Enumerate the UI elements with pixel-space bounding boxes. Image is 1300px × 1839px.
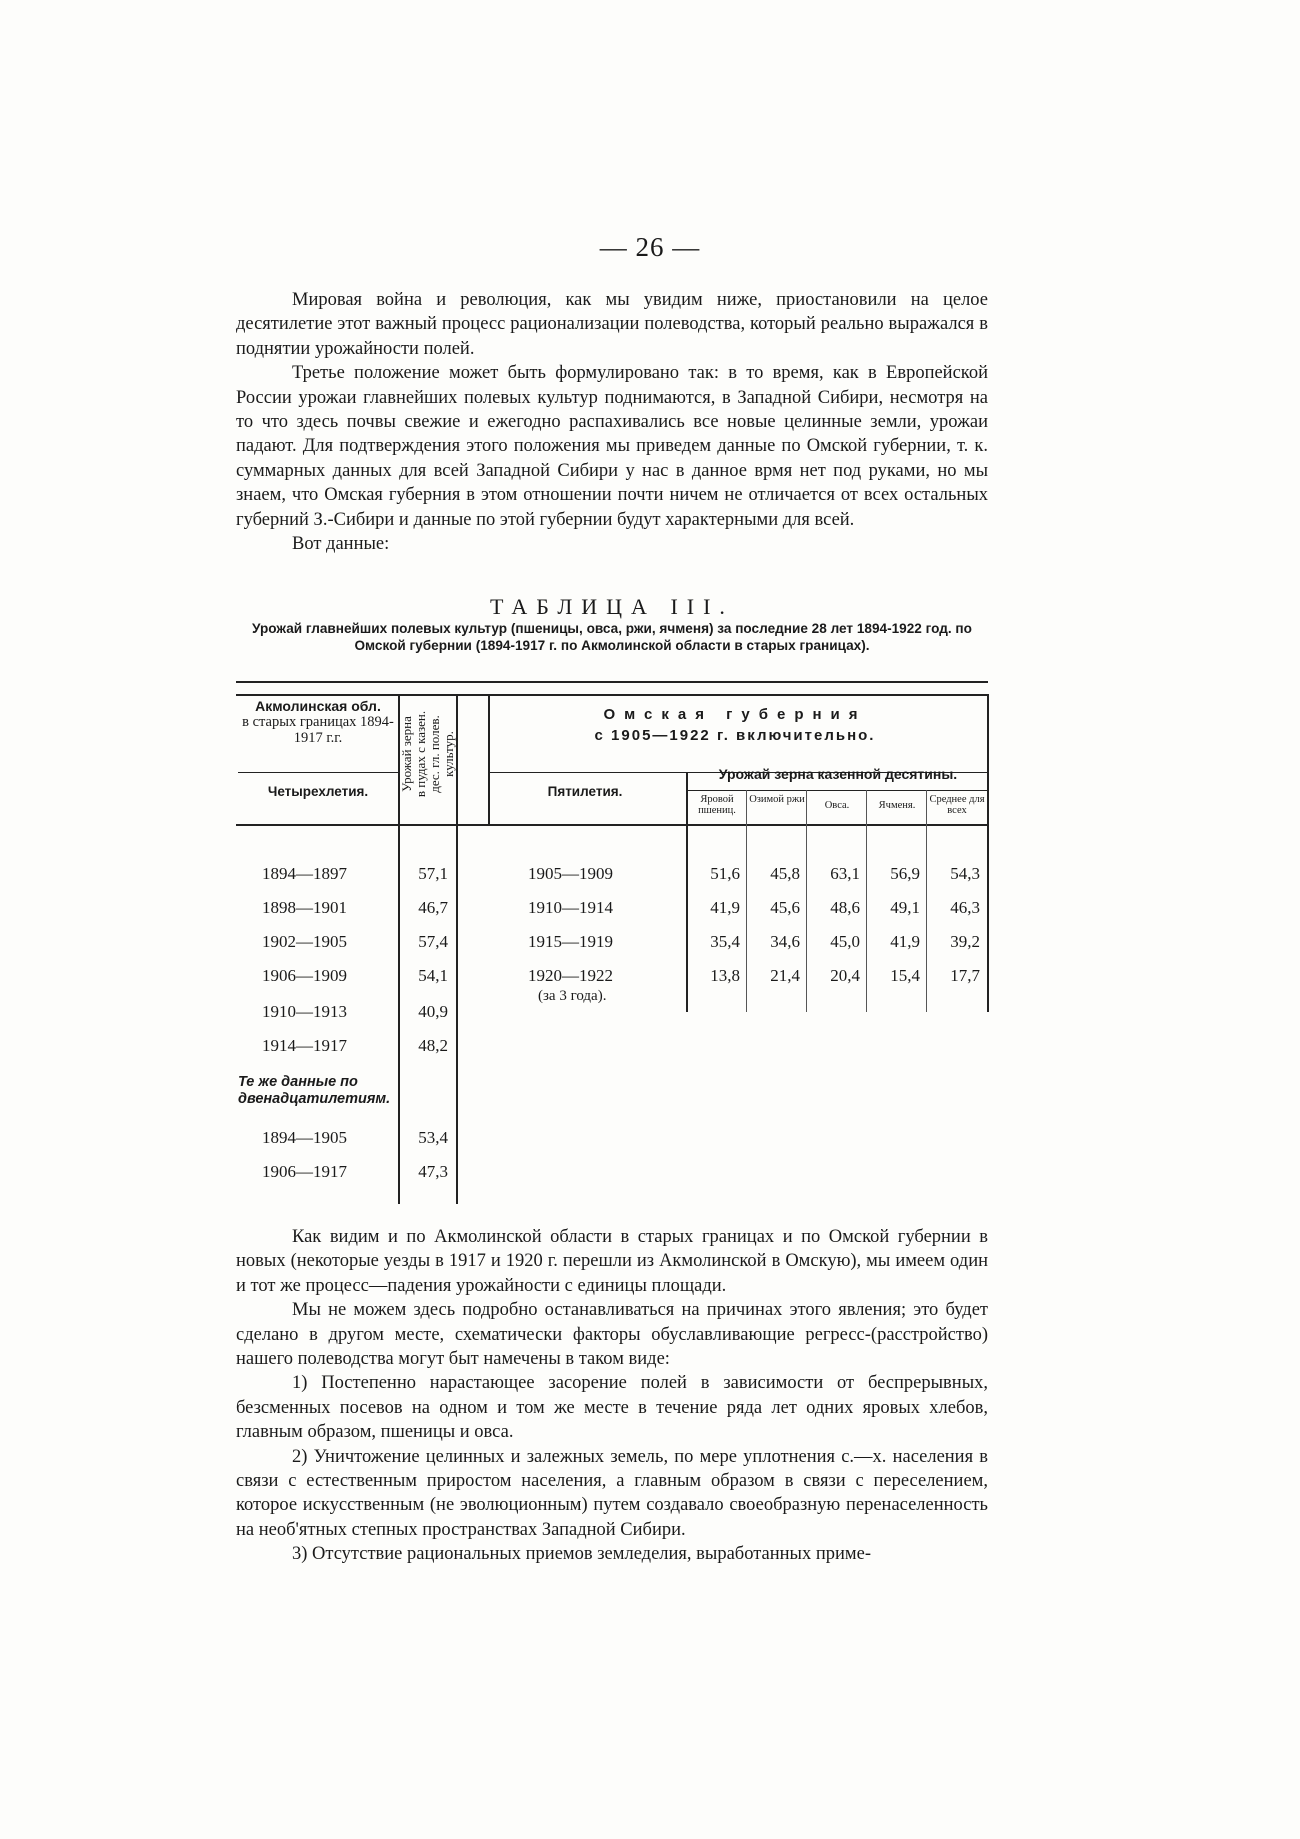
- paragraph: Третье положение может быть формулировано так: в то время, как в Европейской России урожаи главнейших полевых культур поднимаются, в Западной Сибири, несмотря на то что здесь почвы свежие и ежегодно распахивались все новые целинные земли, урожаи падают. Для подтверждения этого положения мы приведем данные по Омской губернии, т. к. суммарных данных для всей Западной Сибири у нас в данное врмя нет под руками, но мы знаем, что Омская губерния в этом отношении почти ничем не отличается от всех остальных губерний З.-Сибири и данные по этой губернии будут характерными для всей.: [236, 363, 988, 530]
- paragraph: 3) Отсутствие рациональных приемов земледелия, выработанных приме-: [292, 1544, 871, 1565]
- left-value: 47,3: [418, 1162, 448, 1181]
- oats-value: 45,0: [830, 932, 860, 951]
- left-column-header: Акмолинская обл. в старых границах 1894-1917 г.г.: [242, 698, 394, 746]
- omsk-header: Омская губерния с 1905—1922 г. включительно.: [594, 706, 876, 744]
- table-caption: Урожай главнейших полевых культур (пшеницы, овса, ржи, ячменя) за последние 28 лет 1894-1922 год. по Омской губернии (1894-1917 г. по Акмолинской области в старых границах).: [252, 621, 972, 653]
- col-divider: [746, 790, 747, 1012]
- left-period: 1906—1909: [262, 966, 347, 985]
- left-period: 1910—1913: [262, 1002, 347, 1021]
- twelve-year-subheader: Те же данные по двенадцатилетиям.: [238, 1074, 391, 1107]
- subheader-wheat: Яровой пшениц.: [698, 794, 736, 816]
- conclusion-text: [236, 1225, 988, 1567]
- right-period: 1915—1919: [528, 932, 613, 951]
- left-period: 1894—1897: [262, 864, 347, 883]
- col-divider: [806, 790, 807, 1012]
- paragraph: Мы не можем здесь подробно останавливаться на причинах этого явления; это будет сделано в другом месте, схематически факторы обуславливающие регресс-(расстройство) нашего полеводства могут быт намечены в таком виде:: [236, 1300, 988, 1370]
- right-period-note: (за 3 года).: [538, 988, 607, 1004]
- left-value: 54,1: [418, 966, 448, 985]
- right-period: 1920—1922: [528, 966, 613, 985]
- table-body-rule: [236, 824, 988, 826]
- average-value: 46,3: [950, 898, 980, 917]
- average-value: 54,3: [950, 864, 980, 883]
- paragraph: Вот данные:: [292, 534, 390, 555]
- oats-value: 48,6: [830, 898, 860, 917]
- intro-text: [236, 288, 988, 556]
- right-period: 1910—1914: [528, 898, 613, 917]
- wheat-value: 35,4: [710, 932, 740, 951]
- paragraph: 2) Уничтожение целинных и залежных земель, по мере уплотнения с.—х. населения в связи с естественным приростом населения, а главным образом в связи с переселением, которое искусственным (не эволюционным) путем создавало своеобразную перенаселенность на необ'ятных степных пространствах Западной Сибири.: [236, 1446, 988, 1540]
- table-mid-rule-left: [238, 772, 398, 773]
- left-period: 1902—1905: [262, 932, 347, 951]
- left-value: 40,9: [418, 1002, 448, 1021]
- average-value: 39,2: [950, 932, 980, 951]
- wheat-value: 51,6: [710, 864, 740, 883]
- left-period: 1894—1905: [262, 1128, 347, 1147]
- barley-value: 56,9: [890, 864, 920, 883]
- paragraph: Мировая война и революция, как мы увидим ниже, приостановили на целое десятилетие этот важный процесс рационализации полеводства, который реально выражался в поднятии урожайности полей.: [236, 290, 988, 359]
- barley-value: 15,4: [890, 966, 920, 985]
- oats-value: 20,4: [830, 966, 860, 985]
- rye-value: 45,8: [770, 864, 800, 883]
- barley-value: 41,9: [890, 932, 920, 951]
- paragraph: Как видим и по Акмолинской области в старых границах и по Омской губернии в новых (некоторые уезды в 1917 и 1920 г. перешли из Акмолинской в Омскую), мы имеем один и тот же процесс—падения урожайности с единицы площади.: [236, 1227, 988, 1296]
- left-period: 1914—1917: [262, 1036, 347, 1055]
- rye-value: 45,6: [770, 898, 800, 917]
- yield-sub-rule: [688, 790, 988, 791]
- left-value: 53,4: [418, 1128, 448, 1147]
- crop-yield-header: Урожай зерна казенной десятины.: [718, 766, 958, 782]
- left-value: 57,1: [418, 864, 448, 883]
- rye-value: 34,6: [770, 932, 800, 951]
- table-top-rule: [236, 681, 988, 683]
- quarter-periods-header: Четырехлетия.: [267, 784, 369, 799]
- yield-per-desyatina-header: Урожай зерна в пудах с казен. дес. гл. полев. культур.: [399, 710, 456, 798]
- col-divider: [926, 790, 927, 1012]
- subheader-oats: Овса.: [824, 800, 850, 811]
- wheat-value: 13,8: [710, 966, 740, 985]
- wheat-value: 41,9: [710, 898, 740, 917]
- subheader-barley: Ячменя.: [878, 800, 916, 811]
- rye-value: 21,4: [770, 966, 800, 985]
- left-period: 1906—1917: [262, 1162, 347, 1181]
- oats-value: 63,1: [830, 864, 860, 883]
- left-period: 1898—1901: [262, 898, 347, 917]
- five-year-periods-header: Пятилетия.: [547, 784, 623, 799]
- table-header-rule: [236, 694, 988, 696]
- left-value: 46,7: [418, 898, 448, 917]
- left-value: 57,4: [418, 932, 448, 951]
- paragraph: 1) Постепенно нарастающее засорение полей в зависимости от беспрерывных, безсменных посевов на одном и том же месте в течение ряда лет одних яровых хлебов, главным образом, пшеницы и овса.: [236, 1373, 988, 1443]
- left-value: 48,2: [418, 1036, 448, 1055]
- right-period: 1905—1909: [528, 864, 613, 883]
- average-value: 17,7: [950, 966, 980, 985]
- barley-value: 49,1: [890, 898, 920, 917]
- col-divider: [987, 694, 989, 1012]
- page-number: — 26 —: [599, 232, 701, 262]
- col-divider: [456, 694, 458, 1204]
- subheader-rye: Озимой ржи: [749, 794, 805, 805]
- col-divider: [866, 790, 867, 1012]
- table-title: ТАБЛИЦА III.: [490, 594, 734, 619]
- subheader-average: Среднее для всех: [929, 794, 985, 816]
